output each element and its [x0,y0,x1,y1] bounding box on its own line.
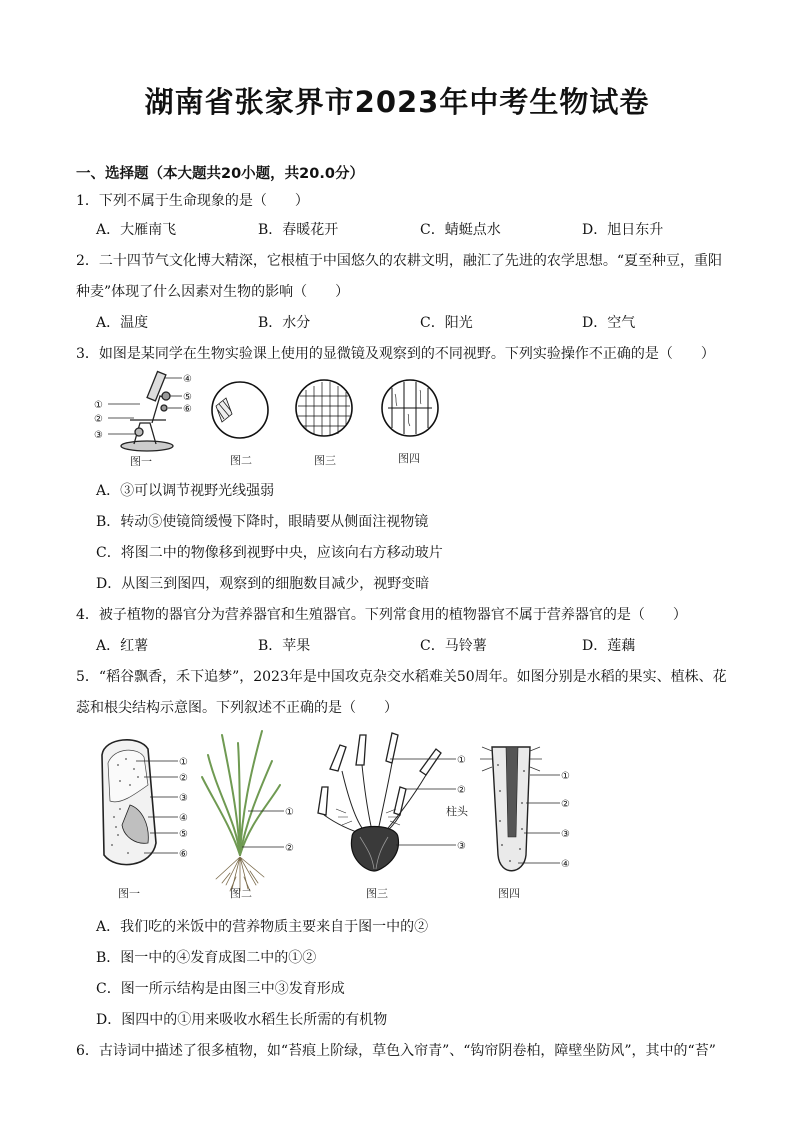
caption-fig4: 图四 [498,887,520,900]
question-2-stem-line2: 种麦”体现了什么因素对生物的影响（ ） [76,284,350,300]
microscope-drawing [121,372,173,451]
rice-flower-drawing [318,733,441,871]
option-d: D．空气 [582,315,636,331]
option-a: A．红薯 [96,638,149,654]
rice-figure [90,725,590,907]
question-3-option-b: B．转动⑤使镜筒缓慢下降时，眼睛要从侧面注视物镜 [96,514,429,530]
label-6: ⑥ [179,849,188,860]
question-4-stem: 4．被子植物的器官分为营养器官和生殖器官。下列常食用的植物器官不属于营养器官的是（ ） [76,607,687,623]
stigma-label: 柱头 [446,805,468,818]
option-c: C．蜻蜓点水 [420,222,501,238]
question-6-stem: 6．古诗词中描述了很多植物，如“苔痕上阶绿，草色入帘青”、“钩帘阴卷柏，障壁坐防风”，其中的“苔” [76,1043,716,1059]
question-1-stem: 1．下列不属于生命现象的是（ ） [76,193,309,209]
view-3 [296,380,352,436]
question-2-options [96,312,736,332]
plant-label-2: ② [285,843,294,854]
flower-label-1: ① [457,755,466,766]
label-6: ⑥ [183,404,192,415]
label-4: ④ [179,813,188,824]
option-a: A．温度 [96,315,149,331]
label-3: ③ [179,793,188,804]
caption-fig1: 图一 [118,887,140,900]
label-1: ① [94,400,103,411]
microscope-figure [92,368,452,466]
question-3-option-d: D．从图三到图四，观察到的细胞数目减少，视野变暗 [96,576,430,592]
section-heading: 一、选择题（本大题共20小题，共20.0分） [76,166,364,182]
root-label-2: ② [561,799,570,810]
label-3: ③ [94,430,103,441]
option-b: B．水分 [258,315,311,331]
question-5-stem-line2: 蕊和根尖结构示意图。下列叙述不正确的是（ ） [76,700,398,716]
label-1: ① [179,757,188,768]
option-d: D．莲藕 [582,638,636,654]
option-c: C．马铃薯 [420,638,487,654]
label-5: ⑤ [183,392,192,403]
question-5-option-d: D．图四中的①用来吸收水稻生长所需的有机物 [96,1012,388,1028]
option-b: B．春暖花开 [258,222,339,238]
option-c: C．阳光 [420,315,473,331]
root-tip-drawing [480,747,542,871]
option-d: D．旭日东升 [582,222,664,238]
question-2-stem-line1: 2．二十四节气文化博大精深，它根植于中国悠久的农耕文明，融汇了先进的农学思想。“夏至种豆，重阳 [76,253,723,269]
rice-grain-drawing [102,740,156,865]
caption-fig3: 图三 [366,887,388,900]
root-label-1: ① [561,771,570,782]
label-2: ② [179,773,188,784]
label-2: ② [94,414,103,425]
question-5-stem-line1: 5．“稻谷飘香，禾下追梦”，2023年是中国攻克杂交水稻难关50周年。如图分别是水稻的果实、植株、花 [76,669,727,685]
flower-label-3: ③ [457,841,466,852]
question-3-stem: 3．如图是某同学在生物实验课上使用的显微镜及观察到的不同视野。下列实验操作不正确的是（ ） [76,346,715,362]
caption-fig3: 图三 [314,454,336,466]
question-4-options [96,635,736,655]
question-3-option-a: A．③可以调节视野光线强弱 [96,483,275,499]
root-label-3: ③ [561,829,570,840]
label-4: ④ [183,374,192,385]
view-4 [382,380,438,436]
label-5: ⑤ [179,829,188,840]
question-5-option-b: B．图一中的④发育成图二中的①② [96,950,317,966]
view-2 [212,382,268,438]
question-3-option-c: C．将图二中的物像移到视野中央，应该向右方移动玻片 [96,545,443,561]
question-5-option-a: A．我们吃的米饭中的营养物质主要来自于图一中的② [96,919,429,935]
question-5-option-c: C．图一所示结构是由图三中③发育形成 [96,981,345,997]
option-b: B．苹果 [258,638,311,654]
root-label-4: ④ [561,859,570,870]
question-1-options [96,219,736,239]
option-a: A．大雁南飞 [96,222,177,238]
plant-label-1: ① [285,807,294,818]
flower-label-2: ② [457,785,466,796]
caption-fig4: 图四 [398,452,420,465]
caption-fig2: 图二 [230,454,252,466]
page-title: 湖南省张家界市2023年中考生物试卷 [144,85,650,119]
caption-fig2: 图二 [230,887,252,900]
caption-fig1: 图一 [130,455,152,466]
